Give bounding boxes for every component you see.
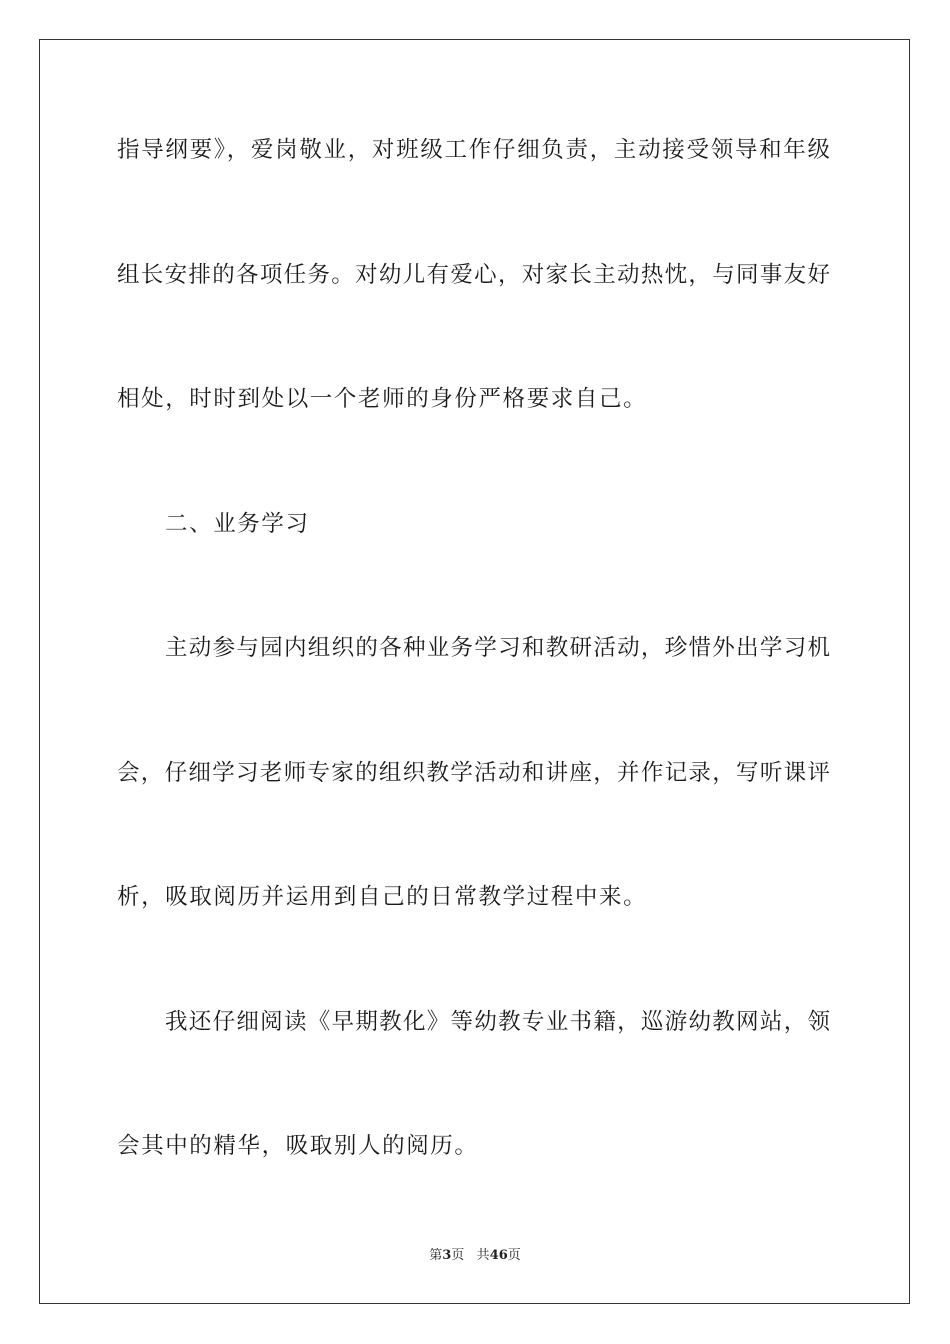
body-line-3: 相处，时时到处以一个老师的身份严格要求自己。 xyxy=(117,386,648,412)
total-pages: 46 xyxy=(489,1248,508,1263)
body-line-6: 会，仔细学习老师专家的组织教学活动和讲座，并作记录，写听课评 xyxy=(117,760,830,786)
body-line-5: 主动参与园内组织的各种业务学习和教研活动，珍惜外出学习机 xyxy=(165,635,830,661)
page-prefix: 第 xyxy=(429,1248,443,1263)
page-footer xyxy=(0,1246,950,1266)
page-number: 3 xyxy=(442,1248,452,1263)
body-line-7: 析，吸取阅历并运用到自己的日常教学过程中来。 xyxy=(117,884,648,910)
body-line-9: 会其中的精华，吸取别人的阅历。 xyxy=(117,1133,479,1159)
body-line-1: 指导纲要》，爱岗敬业，对班级工作仔细负责，主动接受领导和年级 xyxy=(117,137,830,163)
page-suffix: 页 xyxy=(451,1248,465,1263)
section-heading: 二、业务学习 xyxy=(165,511,310,537)
page-border xyxy=(39,39,910,1304)
body-line-2: 组长安排的各项任务。对幼儿有爱心，对家长主动热忱，与同事友好 xyxy=(117,262,830,288)
total-prefix: 共 xyxy=(476,1248,490,1263)
body-line-8: 我还仔细阅读《早期教化》等幼教专业书籍，巡游幼教网站，领 xyxy=(165,1009,830,1035)
total-suffix: 页 xyxy=(507,1248,521,1263)
